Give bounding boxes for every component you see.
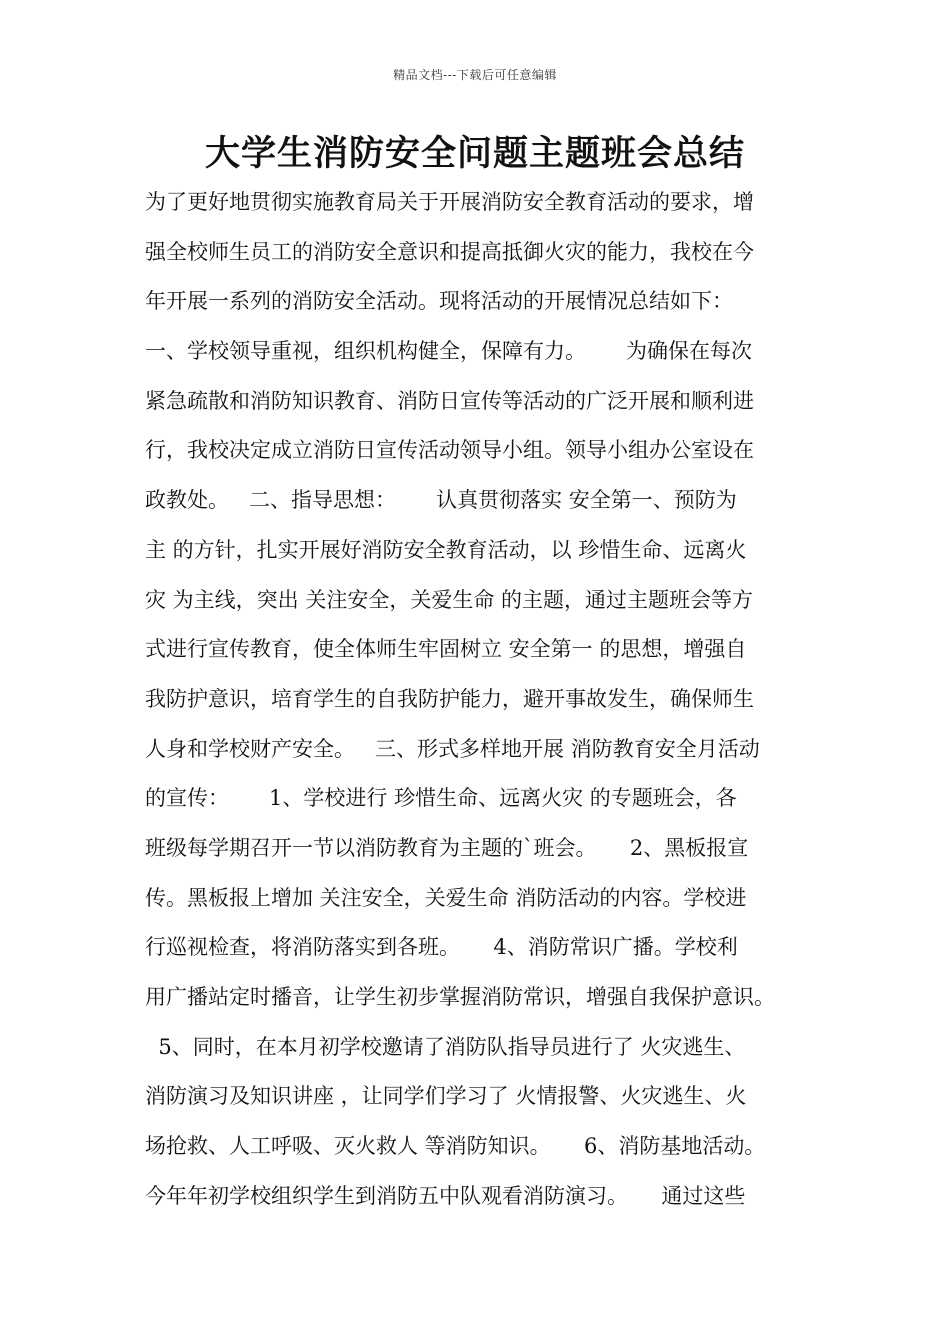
body-line: 灾 为主线，突出 关注安全，关爱生命 的主题，通过主题班会等方 (145, 587, 754, 612)
body-line: 场抢救、人工呼吸、灭火救人 等消防知识。 6、消防基地活动。 (145, 1134, 766, 1159)
body-line: 式进行宣传教育，使全体师生牢固树立 安全第一 的思想，增强自 (145, 637, 747, 662)
body-line: 今年年初学校组织学生到消防五中队观看消防演习。 通过这些 (145, 1183, 746, 1208)
body-line: 传。黑板报上增加 关注安全，关爱生命 消防活动的内容。学校进 (145, 885, 747, 910)
body-line: 5、同时，在本月初学校邀请了消防队指导员进行了 火灾逃生、 (145, 1034, 746, 1059)
body-line: 强全校师生员工的消防安全意识和提高抵御火灾的能力，我校在今 (145, 239, 754, 264)
body-line: 主 的方针，扎实开展好消防安全教育活动，以 珍惜生命、远离火 (145, 537, 747, 562)
body-line: 消防演习及知识讲座 ，让同学们学习了 火情报警、火灾逃生、火 (145, 1084, 747, 1109)
body-line: 班级每学期召开一节以消防教育为主题的`班会。 2、黑板报宣 (145, 835, 749, 860)
body-text (145, 178, 835, 1221)
body-line: 紧急疏散和消防知识教育、消防日宣传等活动的广泛开展和顺利进 (145, 388, 754, 413)
header-note: 精品文档---下载后可任意编辑 (393, 68, 557, 82)
body-line: 的宣传： 1、学校进行 珍惜生命、远离火灾 的专题班会，各 (145, 786, 737, 811)
body-line: 用广播站定时播音，让学生初步掌握消防常识，增强自我保护意识。 (145, 985, 775, 1009)
body-line: 人身和学校财产安全。 三、形式多样地开展 消防教育安全月活动 (145, 736, 760, 761)
document-title: 大学生消防安全问题主题班会总结 (204, 134, 745, 174)
body-line: 年开展一系列的消防安全活动。现将活动的开展情况总结如下： (145, 289, 733, 314)
body-line: 行巡视检查，将消防落实到各班。 4、消防常识广播。学校利 (145, 935, 738, 960)
body-line: 行，我校决定成立消防日宣传活动领导小组。领导小组办公室设在 (145, 438, 754, 463)
body-line: 我防护意识，培育学生的自我防护能力，避开事故发生，确保师生 (145, 686, 754, 711)
body-line: 一、学校领导重视，组织机构健全，保障有力。 为确保在每次 (145, 339, 753, 364)
body-line: 政教处。 二、指导思想： 认真贯彻落实 安全第一、预防为 (145, 488, 737, 513)
body-line: 为了更好地贯彻实施教育局关于开展消防安全教育活动的要求，增 (145, 190, 754, 214)
